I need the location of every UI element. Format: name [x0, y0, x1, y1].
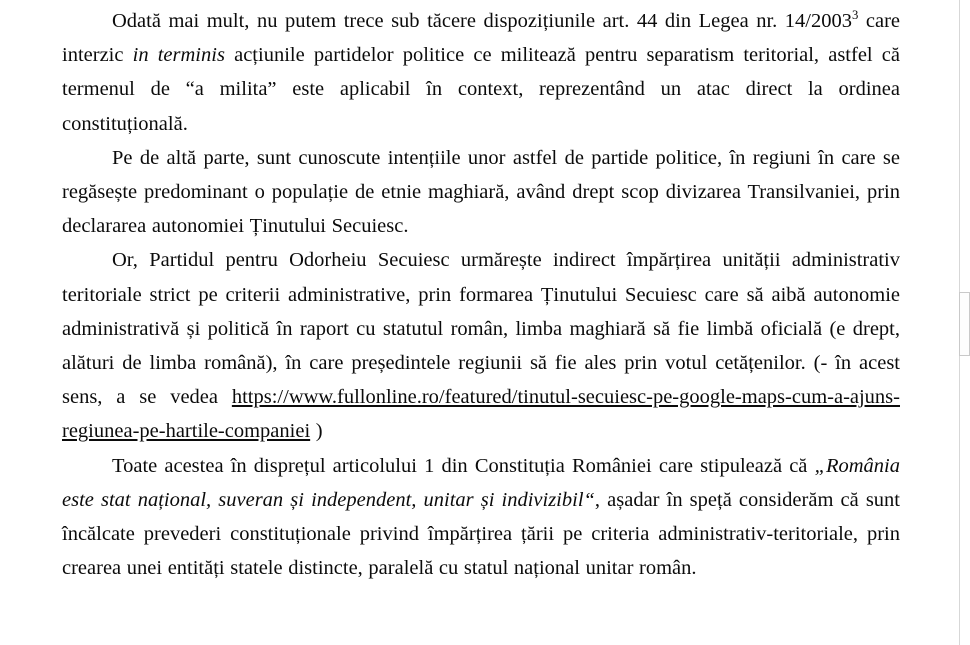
paragraph-2 [62, 141, 900, 244]
footnote-marker-3: 3 [852, 8, 859, 23]
paragraph-3-run-3: ) [310, 420, 323, 443]
paragraph-1-run-3: care interzic [62, 10, 901, 67]
paragraph-3 [62, 243, 900, 448]
vertical-scrollbar-thumb[interactable] [959, 292, 970, 356]
paragraph-4 [62, 449, 900, 586]
paragraph-4-run-3: , așadar în speță considerăm că sunt încălcate prevederi constituționale privind împărțirea țării pe criteria administrativ-teritoriale, prin crearea unei entități statele distincte, paralelă cu statul național unitar român. [62, 488, 900, 580]
paragraph-3-run-1: Or, Partidul pentru Odorheiu Secuiesc urmărește indirect împărțirea unității administrativ teritoriale strict pe criterii administrative, prin formarea Ținutului Secuiesc care să aibă autonomie administrativă și politică în raport cu statutul român, limba maghiară să fie limbă oficială (e drept, alături de limba română), în care președintele regiunii să fie ales prin votul cetățenilor. (- în acest sens, a se vedea [62, 249, 900, 409]
paragraph-1 [62, 4, 900, 141]
paragraph-1-run-5: acțiunile partidelor politice ce militează pentru separatism teritorial, astfel că termenul de “a milita” este aplicabil în context, reprezentând un atac direct la ordinea constituțională. [62, 44, 900, 135]
vertical-scrollbar-track[interactable] [959, 0, 970, 645]
page-left-margin [0, 0, 6, 645]
document-text-body [62, 4, 900, 585]
constitution-quote: „România este stat național, suveran și independent, unitar și indivizibil“ [62, 454, 900, 511]
paragraph-1-run-1: Odată mai mult, nu putem trece sub tăcere dispozițiunile art. 44 din Legea nr. 14/2003 [112, 10, 852, 32]
paragraph-2-run-1: Pe de altă parte, sunt cunoscute intențiile unor astfel de partide politice, în regiuni în care se regăsește predominant o populație de etnie maghiară, având drept scop divizarea Transilvaniei, prin declararea autonomiei Ținutului Secuiesc. [62, 146, 900, 238]
external-article-link[interactable]: https://www.fullonline.ro/featured/tinutul-secuiesc-pe-google-maps-cum-a-ajuns-regiunea-pe-hartile-companiei [62, 386, 900, 443]
paragraph-4-run-1: Toate acestea în disprețul articolului 1 din Constituția României care stipulează că [112, 454, 815, 477]
paragraph-1-italic-phrase: in terminis [132, 44, 225, 67]
